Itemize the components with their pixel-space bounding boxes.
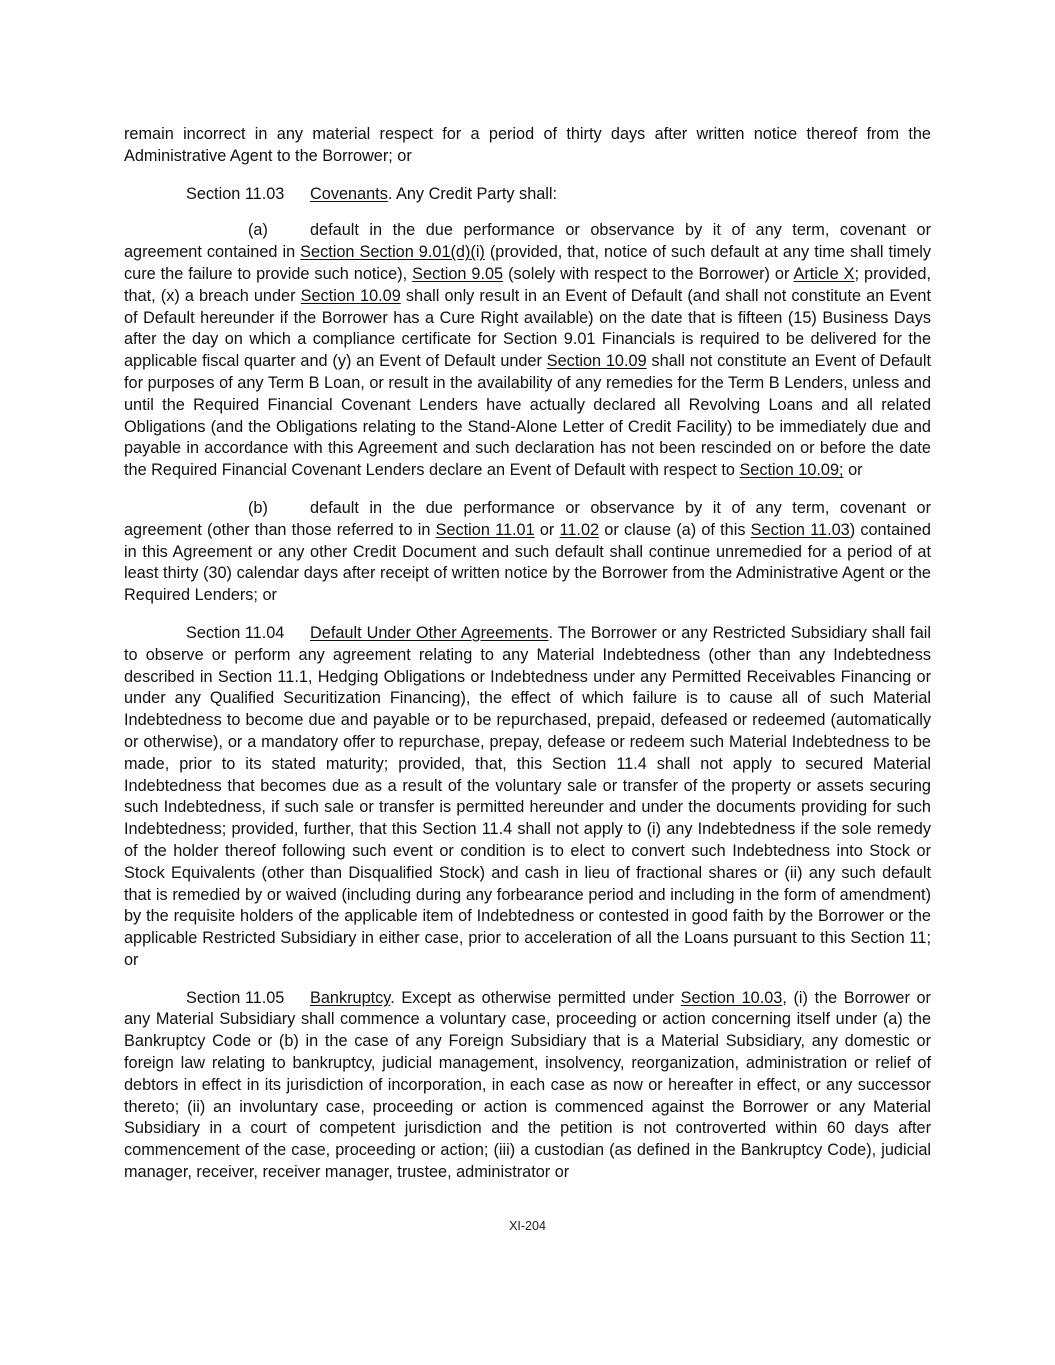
clause-label: (a) — [248, 221, 268, 240]
cross-reference: Section 10.09 — [546, 352, 647, 371]
clause-label: (b) — [248, 498, 268, 517]
section-11-05 — [124, 988, 931, 1184]
clause-text: or — [843, 461, 863, 480]
section-number: Section 11.04 — [186, 623, 285, 642]
section-11-03-heading — [124, 184, 931, 206]
clause-a — [124, 220, 931, 482]
section-number: Section 11.03 — [186, 184, 285, 203]
continuation-paragraph: remain incorrect in any material respect for a period of thirty days after written notice thereof from the Administrative Agent to the Borrower; or — [124, 125, 931, 165]
section-11-04 — [124, 623, 931, 972]
clause-text: or — [534, 520, 560, 539]
cross-reference: Section 11.01 — [435, 520, 535, 539]
section-title: Default Under Other Agreements — [310, 623, 549, 642]
cross-reference: Section 10.09 — [300, 286, 401, 305]
page-number: XI-204 — [509, 1219, 546, 1233]
cross-reference: Section 9.05 — [412, 264, 504, 283]
clause-text: or clause (a) of this — [599, 520, 751, 539]
clause-text: ; provided, that, (x) a breach under — [124, 264, 932, 305]
document-page — [124, 124, 931, 1200]
clause-text: shall only result in an Event of Default (and shall not constitute an Event of Default hereunder if the Borrower has a Cure Right available) on the date that is fifteen (15) Business Days after the day on which a compliance certificate for Section 9.01 Financials is required to be delivered for the applicable fiscal quarter and (y) an Event of Default under — [124, 286, 931, 371]
cross-reference: Section 11.03 — [750, 520, 850, 539]
clause-text: (provided, that, notice of such default at any time shall timely cure the failure to provide such notice), — [124, 243, 931, 283]
clause-text: (solely with respect to the Borrower) or — [503, 264, 794, 283]
section-number: Section 11.05 — [186, 988, 285, 1007]
section-intro: . Any Credit Party shall: — [387, 184, 558, 203]
section-body: . The Borrower or any Restricted Subsidiary shall fail to observe or perform any agreement relating to any Material Indebtedness (other than any Indebtedness described in Section 11.1, Hedging Obligations or Indebtedness under any Permitted Receivables Financing or under any Qualified Securitization Financing), the effect of which failure is to cause all of such Material Indebtedness to become due and payable or to be repurchased, prepaid, defeased or redeemed (automatically or otherwise), or a mandatory offer to repurchase, prepay, defease or redeem such Material Indebtedness to be made, prior to its stated maturity; provided, that, this Section 11.4 shall not apply to secured Material Indebtedness that becomes due as a result of the voluntary sale or transfer of the property or assets securing such Indebtedness, if such sale or transfer is permitted hereunder and under the documents providing for such Indebtedness; provided, further, that this Section 11.4 shall not apply to (i) any Indebtedness if the sole remedy of the holder thereof following such event or condition is to elect to convert such Indebtedness into Stock or Stock Equivalents (other than Disqualified Stock) and cash in lieu of fractional shares or (ii) any such default that is remedied by or waived (including during any forbearance period and including in the form of amendment) by the requisite holders of the applicable item of Indebtedness or contested in good faith by the Borrower or the applicable Restricted Subsidiary in either case, prior to acceleration of all the Loans pursuant to this Section 11; or — [124, 623, 931, 969]
section-title: Bankruptcy — [310, 988, 391, 1007]
section-title: Covenants — [310, 184, 388, 203]
clause-b — [124, 498, 931, 607]
cross-reference: 11.02 — [559, 520, 600, 539]
clause-text: ) contained in this Agreement or any other Credit Document and such default shall continue unremedied for a period of at least thirty (30) calendar days after receipt of written notice by the Borrower from the Administrative Agent or the Required Lenders; or — [124, 520, 931, 605]
cross-reference: Section 10.03 — [680, 988, 783, 1007]
section-body: , (i) the Borrower or any Material Subsidiary shall commence a voluntary case, proceeding or action concerning itself under (a) the Bankruptcy Code or (b) in the case of any Foreign Subsidiary that is a Material Subsidiary, any domestic or foreign law relating to bankruptcy, judicial management, insolvency, reorganization, administration or relief of debtors in effect in its jurisdiction of incorporation, in each case as now or hereafter in effect, or any successor thereto; (ii) an involuntary case, proceeding or action is commenced against the Borrower or any Material Subsidiary in a court of competent jurisdiction and the petition is not controverted within 60 days after commencement of the case, proceeding or action; (iii) a custodian (as defined in the Bankruptcy Code), judicial manager, receiver, receiver manager, trustee, administrator or — [124, 988, 931, 1182]
clause-text: default in the due performance or observance by it of any term, covenant or agreement (other than those referred to in — [124, 498, 931, 539]
cross-reference: Section Section 9.01(d)(i) — [300, 243, 485, 262]
clause-text: shall not constitute an Event of Default for purposes of any Term B Loan, or result in the availability of any remedies for the Term B Lenders, unless and until the Required Financial Covenant Lenders have actually declared all Revolving Loans and all related Obligations (and the Obligations relating to the Stand-Alone Letter of Credit Facility) to be immediately due and payable in accordance with this Agreement and such declaration has not been rescinded on or before the date the Required Financial Covenant Lenders declare an Event of Default with respect to — [124, 352, 931, 480]
cross-reference: Article X — [793, 264, 855, 283]
clause-text: default in the due performance or observance by it of any term, covenant or agreement contained in — [124, 221, 931, 262]
cross-reference: Section 10.09; — [739, 461, 844, 480]
section-body: . Except as otherwise permitted under — [390, 988, 681, 1007]
